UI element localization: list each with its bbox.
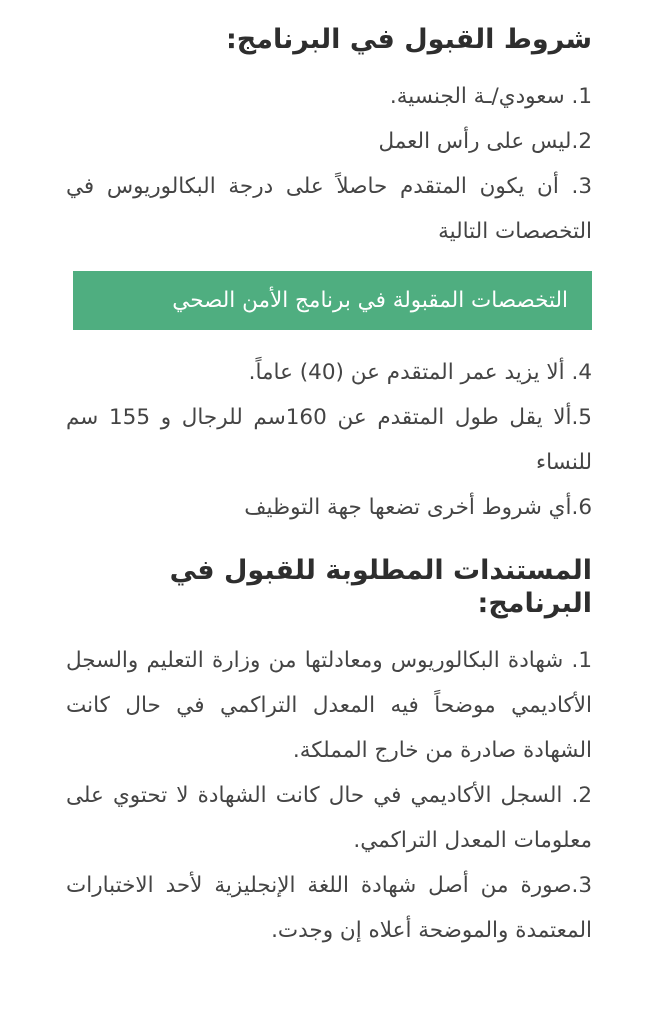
document-item-3: 3.صورة من أصل شهادة اللغة الإنجليزية لأحد الاختبارات المعتمدة والموضحة أعلاه إن وجدت. bbox=[66, 873, 592, 943]
required-documents-heading: المستندات المطلوبة للقبول في البرنامج: bbox=[169, 555, 592, 619]
condition-item-2: 2.ليس على رأس العمل bbox=[378, 129, 592, 154]
required-documents-list bbox=[66, 638, 592, 953]
document-item-1: 1. شهادة البكالوريوس ومعادلتها من وزارة التعليم والسجل الأكاديمي موضحاً فيه المعدل التراكمي في حال كانت الشهادة صادرة من خارج المملكة. bbox=[66, 648, 592, 763]
condition-item-4: 4. ألا يزيد عمر المتقدم عن (40) عاماً. bbox=[248, 360, 592, 385]
document-item-2: 2. السجل الأكاديمي في حال كانت الشهادة لا تحتوي على معلومات المعدل التراكمي. bbox=[66, 783, 592, 853]
admission-conditions-heading: شروط القبول في البرنامج: bbox=[225, 24, 592, 55]
condition-item-3: 3. أن يكون المتقدم حاصلاً على درجة البكالوريوس في التخصصات التالية bbox=[66, 174, 592, 244]
admission-conditions-list bbox=[66, 74, 592, 254]
condition-item-5: 5.ألا يقل طول المتقدم عن 160سم للرجال و 155 سم للنساء bbox=[66, 405, 592, 475]
condition-item-1: 1. سعودي/ـة الجنسية. bbox=[389, 84, 592, 109]
admission-conditions-list-continued bbox=[66, 350, 592, 530]
condition-item-6: 6.أي شروط أخرى تضعها جهة التوظيف bbox=[244, 495, 592, 520]
accepted-specializations-button[interactable]: التخصصات المقبولة في برنامج الأمن الصحي bbox=[73, 271, 592, 330]
